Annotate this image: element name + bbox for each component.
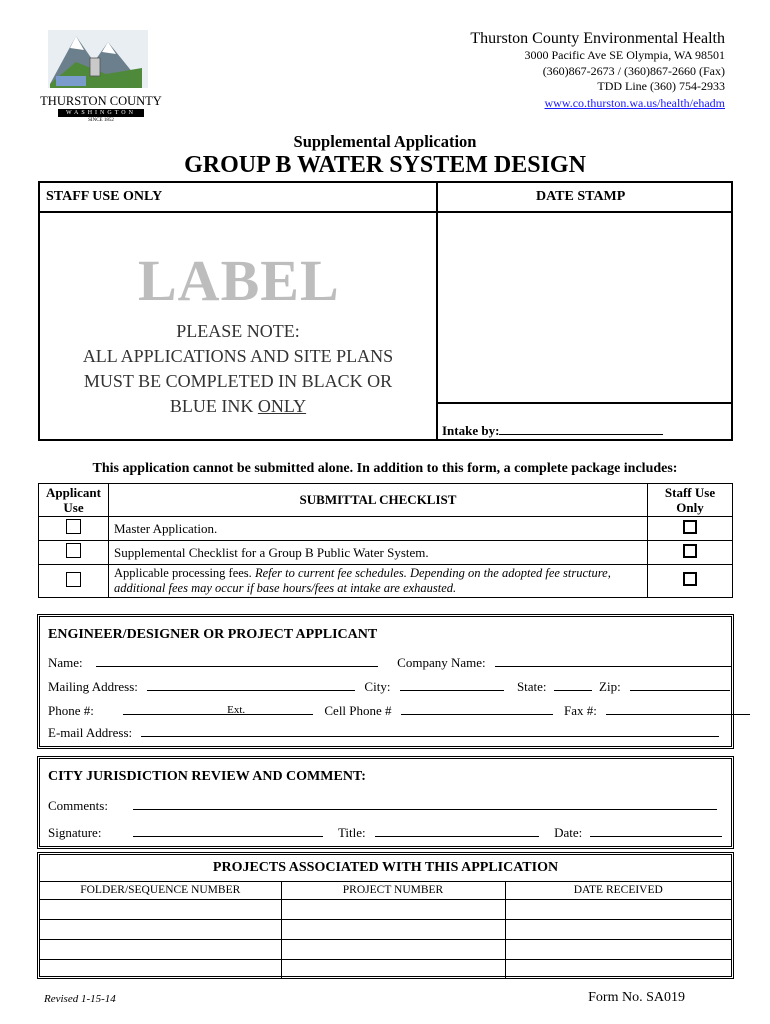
staff-checkbox-3[interactable] [683,572,697,586]
name-label: Name: [48,655,83,670]
package-note: This application cannot be submitted alone. In addition to this form, a complete package includes: [92,461,678,476]
intake-by-field[interactable]: Intake by: [442,423,663,439]
staff-checkbox-2[interactable] [683,544,697,558]
signature-label: Signature: [48,825,102,840]
phone-field[interactable] [123,703,313,715]
checklist-row [39,565,733,598]
note-line-3: MUST BE COMPLETED IN BLACK OR [83,371,393,391]
agency-name: Thurston County Environmental Health [470,30,725,47]
col-folder-sequence: FOLDER/SEQUENCE NUMBER [40,881,281,899]
mailing-address-field[interactable] [147,679,355,691]
city-field[interactable] [400,679,504,691]
logo-state: WASHINGTON [58,109,144,117]
logo-name: THURSTON COUNTY [40,94,162,108]
applicant-heading: ENGINEER/DESIGNER OR PROJECT APPLICANT [48,627,378,642]
fax-label: Fax #: [564,703,597,718]
city-label: City: [364,679,391,694]
city-review-section [37,756,734,849]
agency-tdd: TDD Line (360) 754-2933 [597,79,725,93]
agency-block [470,30,725,111]
staff-use-box [38,181,733,441]
applicant-section [37,614,734,749]
cell-phone-field[interactable] [401,703,553,715]
comments-field[interactable] [133,798,717,810]
ink-note [40,319,436,419]
note-line-2: ALL APPLICATIONS AND SITE PLANS [82,346,394,366]
table-row [40,919,731,939]
comments-label: Comments: [48,798,108,813]
zip-label: Zip: [599,679,621,694]
agency-phone: (360)867-2673 / (360)867-2660 (Fax) [542,63,725,78]
form-number: Form No. SA019 [588,990,685,1005]
agency-website-link[interactable]: www.co.thurston.wa.us/health/ehadm [544,95,725,110]
projects-section [37,852,734,979]
fax-field[interactable] [606,703,750,715]
county-logo [36,22,166,126]
city-review-heading: CITY JURISDICTION REVIEW AND COMMENT: [48,769,366,784]
checklist-item-1: Master Application. [109,517,648,541]
state-field[interactable] [554,679,592,691]
col-date-received: DATE RECEIVED [505,881,731,899]
signature-field[interactable] [133,825,323,837]
email-label: E-mail Address: [48,725,133,740]
date-stamp-label: DATE STAMP [536,189,626,204]
staff-checkbox-1[interactable] [683,520,697,534]
zip-field[interactable] [630,679,730,691]
company-label: Company Name: [397,655,486,670]
cell-phone-label: Cell Phone # [324,703,392,718]
projects-heading: PROJECTS ASSOCIATED WITH THIS APPLICATION [40,855,731,881]
name-field[interactable] [96,655,378,667]
col-checklist-title: SUBMITTAL CHECKLIST [109,484,648,517]
company-name-field[interactable] [495,655,731,667]
applicant-checkbox-3[interactable] [66,572,81,587]
applicant-checkbox-2[interactable] [66,543,81,558]
email-field[interactable] [141,725,719,737]
title-label: Title: [337,825,366,840]
ext-label: Ext. [227,704,246,716]
projects-table [40,855,731,979]
logo-since: SINCE 1852 [88,118,114,123]
mailing-label: Mailing Address: [48,679,138,694]
date-field[interactable] [590,825,722,837]
form-subtitle: Supplemental Application [293,132,477,151]
note-line-4: BLUE INK ONLY [169,396,307,416]
form-title: GROUP B WATER SYSTEM DESIGN [184,152,586,178]
agency-address: 3000 Pacific Ave SE Olympia, WA 98501 [524,48,725,62]
applicant-checkbox-1[interactable] [66,519,81,534]
state-label: State: [516,679,547,694]
submittal-checklist [38,483,733,598]
label-placeholder: LABEL [138,248,340,313]
checklist-row [39,517,733,541]
table-row [40,939,731,959]
checklist-row [39,541,733,565]
checklist-item-2: Supplemental Checklist for a Group B Public Water System. [109,541,648,565]
note-line-1: PLEASE NOTE: [176,321,300,341]
phone-label: Phone #: [48,703,94,718]
col-applicant-use: Applicant Use [39,484,109,517]
title-field[interactable] [375,825,539,837]
staff-use-label: STAFF USE ONLY [46,189,163,204]
date-label: Date: [554,825,583,840]
col-staff-use: Staff Use Only [648,484,733,517]
col-project-number: PROJECT NUMBER [281,881,505,899]
revised-date: Revised 1-15-14 [44,993,116,1005]
table-row [40,899,731,919]
table-row [40,959,731,979]
checklist-item-3: Applicable processing fees. Refer to current fee schedules. Depending on the adopted fee structure, additional fees may occur if base hours/fees at intake are exhausted. [109,565,648,598]
